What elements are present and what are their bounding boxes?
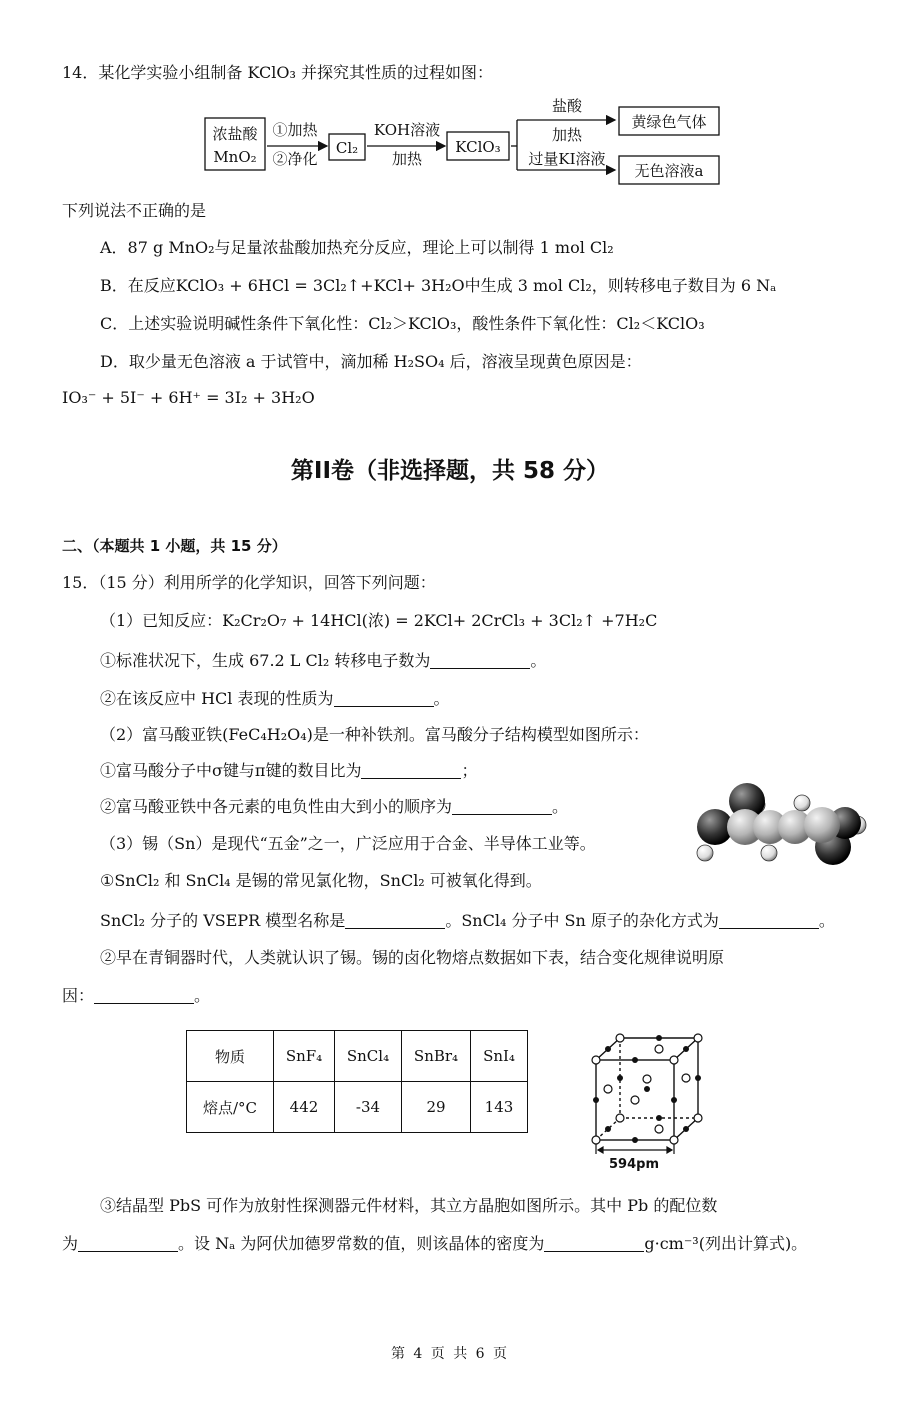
pbs-unit-cell xyxy=(588,1030,708,1175)
q14-option-c: C．上述实验说明碱性条件下氧化性：Cl₂＞KClO₃，酸性条件下氧化性：Cl₂＜KClO₃ xyxy=(100,314,705,333)
q15-part3-b: ②早在青铜器时代，人类就认识了锡。锡的卤化物熔点数据如下表，结合变化规律说明原 xyxy=(100,948,725,967)
q15-part1: （1）已知反应：K₂Cr₂O₇ + 14HCl(浓) = 2KCl+ 2CrCl₃ + 3Cl₂↑ +7H₂C xyxy=(100,611,658,630)
answer-blank[interactable] xyxy=(334,690,434,707)
q14-option-a: A．87 g MnO₂与足量浓盐酸加热充分反应，理论上可以制得 1 mol Cl₂ xyxy=(100,238,614,257)
flow-arrow2-bottom: 加热 xyxy=(391,150,423,168)
answer-blank[interactable] xyxy=(430,652,530,669)
table-cell: 143 xyxy=(471,1082,528,1133)
flow-box4: 黄绿色气体 xyxy=(631,113,707,131)
table-header-cell: 物质 xyxy=(187,1031,274,1082)
table-cell: 442 xyxy=(274,1082,335,1133)
flow-box5: 无色溶液a xyxy=(634,162,704,180)
answer-blank[interactable] xyxy=(361,762,461,779)
answer-blank[interactable] xyxy=(78,1235,178,1252)
answer-blank[interactable] xyxy=(345,912,445,929)
table-header-cell: SnCl₄ xyxy=(335,1031,402,1082)
table-row-label: 熔点/°C xyxy=(187,1082,274,1133)
q15-part1-b: ②在该反应中 HCl 表现的性质为 。 xyxy=(100,689,450,708)
flow-branch-bottom-above: 过量KI溶液 xyxy=(528,150,606,168)
page-footer: 第 4 页 共 6 页 xyxy=(390,1346,510,1362)
table-header-cell: SnBr₄ xyxy=(402,1031,471,1082)
melting-point-table xyxy=(186,1030,528,1133)
table-header-cell: SnI₄ xyxy=(471,1031,528,1082)
q15-part3-c2: 为 。设 Nₐ 为阿伏加德罗常数的值，则该晶体的密度为 g·cm⁻³(列出计算式)。 xyxy=(62,1234,808,1253)
flow-box3: KClO₃ xyxy=(455,138,501,156)
flow-branch-top-above: 盐酸 xyxy=(551,97,583,115)
flow-box1-line2: MnO₂ xyxy=(213,148,257,166)
table-header-cell: SnF₄ xyxy=(274,1031,335,1082)
table-header-row xyxy=(187,1031,528,1082)
q15-part3: （3）锡（Sn）是现代“五金”之一，广泛应用于合金、半导体工业等。 xyxy=(100,834,596,853)
q15-part2-a: ①富马酸分子中σ键与π键的数目比为 ； xyxy=(100,761,478,780)
q14-stem: 14．某化学实验小组制备 KClO₃ 并探究其性质的过程如图： xyxy=(62,63,493,82)
table-cell: -34 xyxy=(335,1082,402,1133)
flow-diagram xyxy=(195,92,735,192)
q15-part2: （2）富马酸亚铁(FeC₄H₂O₄)是一种补铁剂。富马酸分子结构模型如图所示： xyxy=(100,725,649,744)
fumaric-acid-model xyxy=(685,775,870,870)
answer-blank[interactable] xyxy=(719,912,819,929)
cell-edge-label: 594pm xyxy=(609,1157,659,1172)
part2-title: 二、（本题共 1 小题，共 15 分） xyxy=(62,537,287,555)
q14-option-b: B．在反应KClO₃ + 6HCl = 3Cl₂↑+KCl+ 3H₂O中生成 3 mol Cl₂，则转移电子数目为 6 Nₐ xyxy=(100,276,777,295)
q14-option-d: D．取少量无色溶液 a 于试管中，滴加稀 H₂SO₄ 后，溶液呈现黄色原因是： xyxy=(100,352,642,371)
flow-branch-top-below: 加热 xyxy=(551,126,583,144)
flow-box2: Cl₂ xyxy=(335,139,359,157)
answer-blank[interactable] xyxy=(452,798,552,815)
q15-part3-c: ③结晶型 PbS 可作为放射性探测器元件材料，其立方晶胞如图所示。其中 Pb 的配位数 xyxy=(100,1196,718,1215)
q15-part3-a: ①SnCl₂ 和 SnCl₄ 是锡的常见氯化物，SnCl₂ 可被氧化得到。 xyxy=(100,871,542,890)
flow-arrow1-top: ①加热 xyxy=(272,121,318,139)
q15-part3-a2: SnCl₂ 分子的 VSEPR 模型名称是 。SnCl₄ 分子中 Sn 原子的杂化方式为 。 xyxy=(100,911,835,930)
q15-stem: 15．（15 分）利用所学的化学知识，回答下列问题： xyxy=(62,573,436,592)
q15-part3-b2: 因： 。 xyxy=(62,986,211,1005)
q14-prompt: 下列说法不正确的是 xyxy=(62,201,207,220)
table-row xyxy=(187,1082,528,1133)
flow-box1-line1: 浓盐酸 xyxy=(212,125,258,143)
answer-blank[interactable] xyxy=(544,1235,644,1252)
section-title: 第II卷（非选择题，共 58 分） xyxy=(290,458,610,484)
q15-part1-a: ①标准状况下，生成 67.2 L Cl₂ 转移电子数为 。 xyxy=(100,651,547,670)
table-cell: 29 xyxy=(402,1082,471,1133)
q14-option-d-equation: IO₃⁻ + 5I⁻ + 6H⁺ = 3I₂ + 3H₂O xyxy=(62,388,315,407)
q15-part2-b: ②富马酸亚铁中各元素的电负性由大到小的顺序为 。 xyxy=(100,797,569,816)
answer-blank[interactable] xyxy=(94,987,194,1004)
flow-arrow2-top: KOH溶液 xyxy=(373,121,441,139)
flow-arrow1-bottom: ②净化 xyxy=(272,150,318,168)
